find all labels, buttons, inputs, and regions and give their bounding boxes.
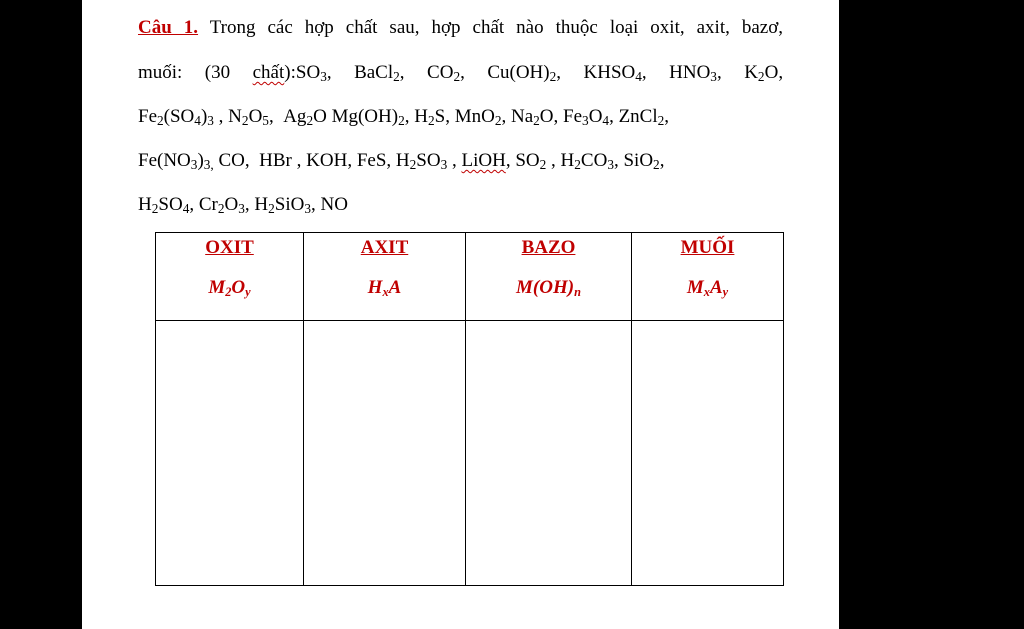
answer-cell-axit[interactable] bbox=[304, 321, 466, 586]
spellcheck-marked-word: chất bbox=[252, 62, 285, 83]
formula-Fe3O4: $Fe_3O_4$ bbox=[563, 106, 610, 128]
formula-H2SO4: $H_2SO_4$ bbox=[138, 194, 190, 216]
column-header-axit bbox=[304, 233, 466, 321]
column-name: BAZO bbox=[521, 237, 576, 258]
table-header-row bbox=[156, 233, 784, 321]
formula-N2O5: $N_2O_5$ bbox=[228, 106, 269, 128]
formula-CuOH2: $Cu(OH)_2$ bbox=[487, 62, 557, 84]
formula-ZnCl2: ZnCl$_2$ bbox=[618, 106, 665, 128]
column-name: AXIT bbox=[360, 237, 409, 258]
formula-KHSO4: $KHSO_4$ bbox=[583, 62, 642, 84]
question-line-3: $Fe_2(SO_4)_3$ , $N_2O_5$, $Ag_2O$ $Mg(OH)_2$, $H_2S$, MnO$_2$, $Na_2O$, $Fe_3O_4$, ZnCl$_2$, bbox=[138, 106, 670, 128]
formula-KOH: KOH bbox=[306, 150, 348, 171]
question-label: Câu 1. bbox=[138, 17, 199, 38]
formula-HNO3: $HNO_3$ bbox=[669, 62, 717, 84]
formula-Na2O: $Na_2O$ bbox=[510, 106, 554, 128]
answer-cell-muoi[interactable] bbox=[632, 321, 784, 586]
question-line-5: $H_2SO_4$, $Cr_2O_3$, $H_2SiO_3$, NO bbox=[138, 194, 348, 216]
general-formula: $M(OH)_n$ bbox=[516, 277, 581, 299]
formula-NO: NO bbox=[320, 194, 348, 215]
general-formula: $M_2O_y$ bbox=[208, 277, 251, 299]
formula-SO2: $SO_2$ bbox=[515, 150, 547, 172]
question-text: ): bbox=[284, 62, 296, 83]
formula-K2O: $K_2O$ bbox=[744, 62, 779, 84]
question-line-4: $Fe(NO_3)_{3,}$ CO, HBr , KOH, FeS, $H_2SO_3$ , LiOH, $SO_2$ , $H_2CO_3$, SiO$_2$, bbox=[138, 150, 665, 172]
question-intro: Trong các hợp chất sau, hợp chất nào thuộc loại oxit, axit, bazơ, bbox=[198, 17, 784, 38]
column-header-muoi bbox=[632, 233, 784, 321]
question-line-1 bbox=[138, 16, 783, 40]
general-formula: $M_xA_y$ bbox=[686, 277, 729, 299]
formula-HBr: HBr bbox=[259, 150, 292, 171]
formula-H2CO3: $H_2CO_3$ bbox=[560, 150, 614, 172]
formula-Fe2SO43: $Fe_2(SO_4)_3$ bbox=[138, 106, 214, 128]
formula-H2SiO3: $H_2SiO_3$ bbox=[254, 194, 312, 216]
formula-LiOH: LiOH bbox=[461, 150, 506, 171]
classification-table bbox=[155, 232, 784, 586]
general-formula: $H_xA$ bbox=[367, 277, 402, 299]
formula-SO3: $SO_3$ bbox=[295, 62, 327, 84]
formula-CO2: $CO_2$ bbox=[427, 62, 461, 84]
question-line-2: muối: (30 $chất):SO_3$, BaCl$_2$, $CO_2$, $Cu(OH)_2$, $KHSO_4$, $HNO_3$, $K_2O$, bbox=[138, 62, 784, 84]
column-name: MUỐI bbox=[680, 237, 735, 258]
formula-H2S: $H_2S$ bbox=[414, 106, 446, 128]
formula-H2SO3: $H_2SO_3$ bbox=[395, 150, 448, 172]
formula-FeS: FeS bbox=[356, 150, 387, 171]
answer-cell-oxit[interactable] bbox=[156, 321, 304, 586]
formula-SiO2: SiO$_2$ bbox=[623, 150, 660, 172]
formula-BaCl2: BaCl$_2$ bbox=[354, 62, 400, 84]
question-text: muối: (30 bbox=[138, 62, 253, 83]
formula-MnO2: MnO$_2$ bbox=[454, 106, 502, 128]
table-body-row bbox=[156, 321, 784, 586]
formula-Cr2O3: $Cr_2O_3$ bbox=[198, 194, 245, 216]
column-header-bazo bbox=[466, 233, 632, 321]
answer-cell-bazo[interactable] bbox=[466, 321, 632, 586]
document-page bbox=[82, 0, 839, 629]
formula-CO: CO bbox=[218, 150, 245, 171]
column-header-oxit bbox=[156, 233, 304, 321]
formula-MgOH2: $Mg(OH)_2$ bbox=[331, 106, 405, 128]
column-name: OXIT bbox=[205, 237, 254, 258]
formula-Ag2O: $Ag_2O$ bbox=[283, 106, 327, 128]
formula-FeNO33: $Fe(NO_3)_{3,}$ bbox=[138, 150, 214, 172]
